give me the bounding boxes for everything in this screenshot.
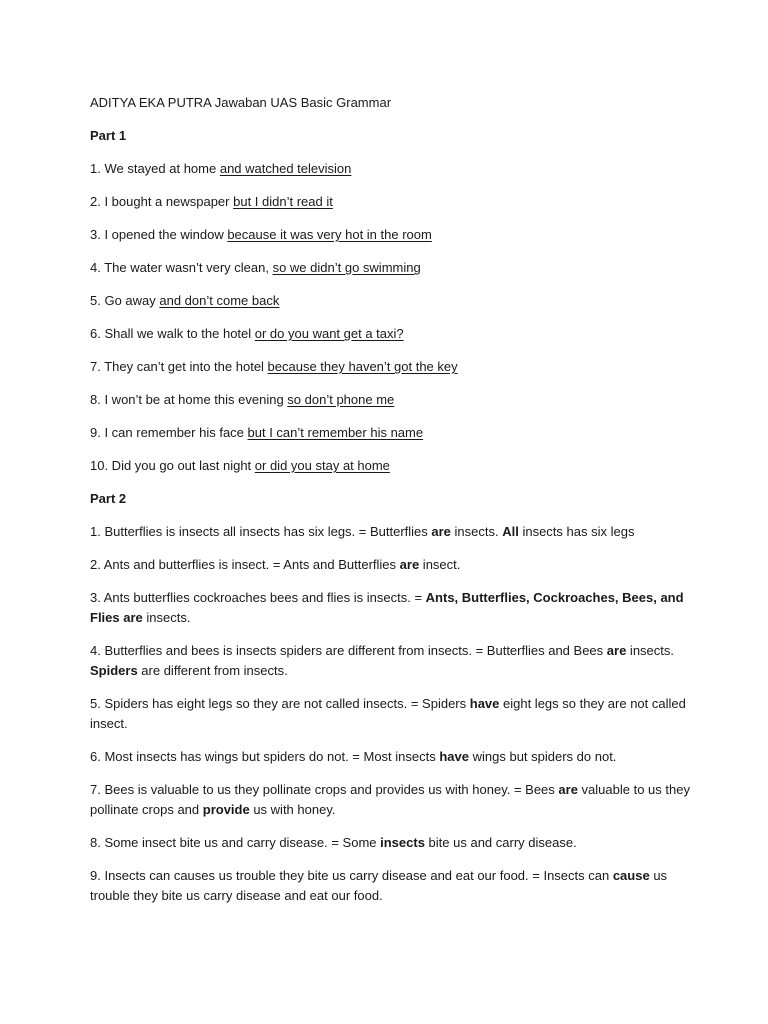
part2-item: 3. Ants butterflies cockroaches bees and flies is insects. = Ants, Butterflies, Cockroaches, Bees, and Flies are insects. bbox=[90, 590, 684, 625]
answer-underlined: because it was very hot in the room bbox=[227, 227, 432, 242]
part2-item: 6. Most insects has wings but spiders do not. = Most insects have wings but spiders do not. bbox=[90, 749, 617, 764]
correction-bold: Ants, Butterflies, Cockroaches, Bees, and Flies are bbox=[90, 590, 684, 625]
answer-underlined: so don’t phone me bbox=[287, 392, 395, 407]
answer-underlined: and don’t come back bbox=[159, 293, 280, 308]
answer-underlined: but I didn’t read it bbox=[233, 194, 333, 209]
correction-bold: are bbox=[431, 524, 451, 539]
correction-bold: have bbox=[469, 696, 500, 711]
part2-item: 2. Ants and butterflies is insect. = Ants and Butterflies are insect. bbox=[90, 557, 461, 572]
part2-item: 7. Bees is valuable to us they pollinate crops and provides us with honey. = Bees are valuable to us they pollinate crops and provide us with honey. bbox=[90, 782, 690, 817]
correction-bold: All bbox=[502, 524, 519, 539]
part1-item: 10. Did you go out last night or did you stay at home bbox=[90, 458, 390, 473]
part1-item: 6. Shall we walk to the hotel or do you want get a taxi? bbox=[90, 326, 404, 341]
part1-item: 3. I opened the window because it was very hot in the room bbox=[90, 227, 432, 242]
answer-underlined: but I can’t remember his name bbox=[247, 425, 424, 440]
part1-heading: Part 1 bbox=[90, 128, 127, 143]
part1-item: 1. We stayed at home and watched television bbox=[90, 161, 352, 176]
part2-item: 5. Spiders has eight legs so they are not called insects. = Spiders have eight legs so they are not called insect. bbox=[90, 696, 686, 731]
answer-underlined: because they haven’t got the key bbox=[267, 359, 458, 374]
part2-heading: Part 2 bbox=[90, 491, 127, 506]
part2-item: 9. Insects can causes us trouble they bite us carry disease and eat our food. = Insects can cause us trouble they bite us carry disease and eat our food. bbox=[90, 868, 668, 903]
correction-bold: are bbox=[558, 782, 578, 797]
part1-item: 9. I can remember his face but I can’t remember his name bbox=[90, 425, 424, 440]
correction-bold: cause bbox=[612, 868, 650, 883]
correction-bold: have bbox=[439, 749, 469, 764]
document-title: ADITYA EKA PUTRA Jawaban UAS Basic Grammar bbox=[90, 95, 392, 110]
part1-item: 5. Go away and don’t come back bbox=[90, 293, 280, 308]
correction-bold: are bbox=[399, 557, 420, 572]
part2-item: 8. Some insect bite us and carry disease. = Some insects bite us and carry disease. bbox=[90, 835, 577, 850]
answer-underlined: and watched television bbox=[219, 161, 352, 176]
part1-item: 4. The water wasn’t very clean, so we didn’t go swimming bbox=[90, 260, 421, 275]
answer-underlined: so we didn’t go swimming bbox=[272, 260, 421, 275]
correction-bold: insects bbox=[380, 835, 425, 850]
document-body bbox=[90, 93, 690, 919]
answer-underlined: or did you stay at home bbox=[254, 458, 390, 473]
correction-bold: Spiders bbox=[90, 663, 138, 678]
part1-item: 7. They can’t get into the hotel because they haven’t got the key bbox=[90, 359, 458, 374]
part1-item: 8. I won’t be at home this evening so don’t phone me bbox=[90, 392, 395, 407]
correction-bold: provide bbox=[202, 802, 250, 817]
part2-item: 4. Butterflies and bees is insects spiders are different from insects. = Butterflies and Bees are insects. Spiders are different from insects. bbox=[90, 643, 674, 678]
correction-bold: are bbox=[606, 643, 627, 658]
part1-item: 2. I bought a newspaper but I didn’t read it bbox=[90, 194, 333, 209]
part2-item: 1. Butterflies is insects all insects has six legs. = Butterflies are insects. All insects has six legs bbox=[90, 524, 635, 539]
answer-underlined: or do you want get a taxi? bbox=[254, 326, 404, 341]
